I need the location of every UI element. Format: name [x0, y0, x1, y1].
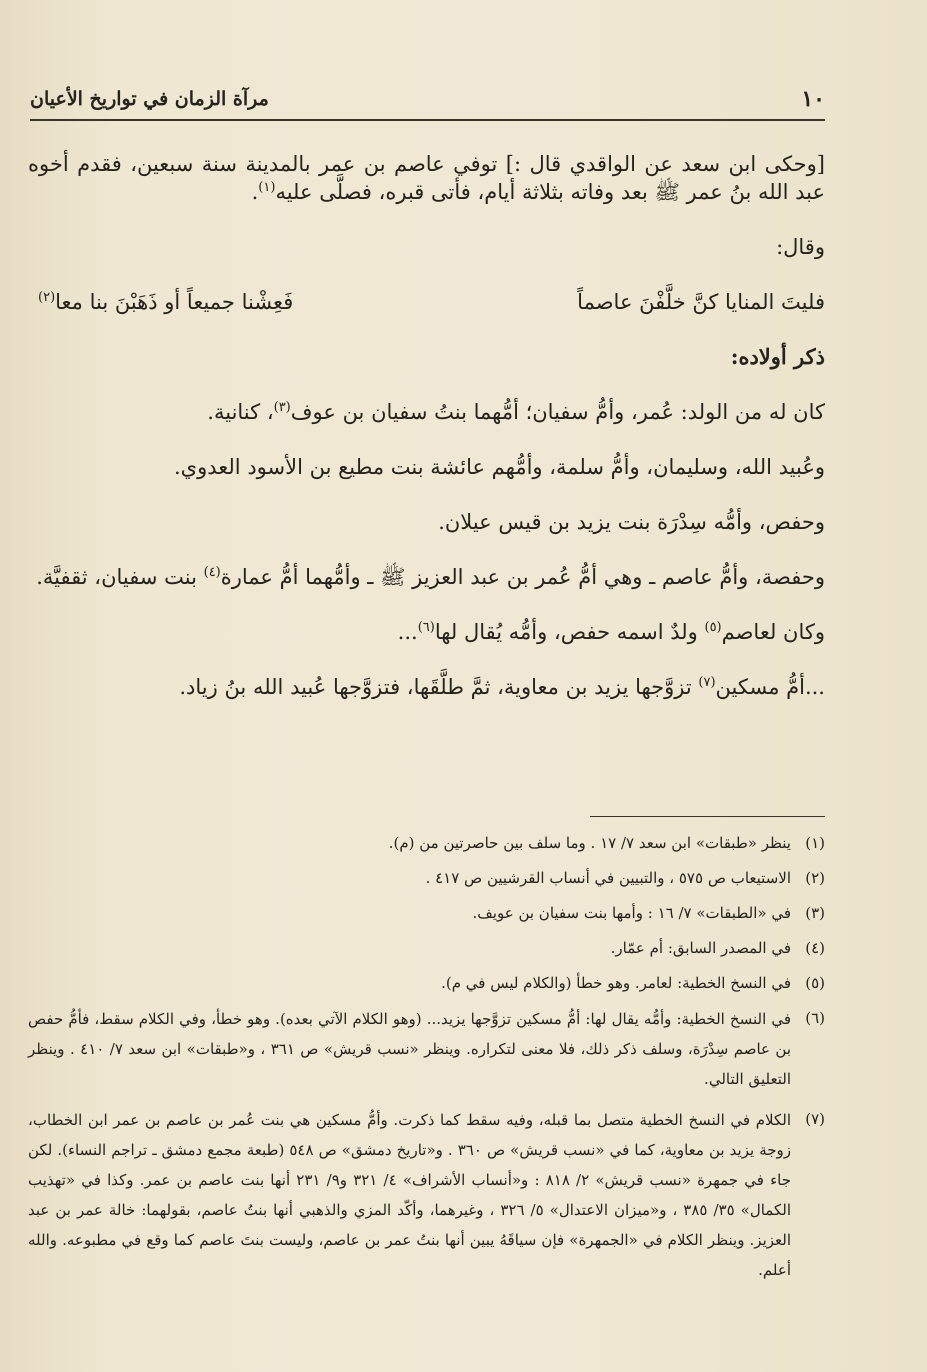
footnote-2 [28, 869, 825, 888]
header-rule [30, 119, 825, 121]
paragraph-3-b: ، كنانية. [207, 400, 274, 424]
footnote-ref-4[interactable]: (٤) [203, 565, 221, 580]
paragraph-6 [28, 563, 825, 591]
verse-second-hemistich-wrap [38, 288, 293, 316]
paragraph-8 [28, 673, 825, 701]
footnote-ref-2[interactable]: (٢) [38, 290, 56, 305]
footnote-5 [28, 974, 825, 993]
footnotes [28, 834, 825, 1301]
paragraph-8-b: تزوَّجها يزيد بن معاوية، ثمَّ طلَّقَها، فتزوَّجها عُبيد الله بنُ زياد. [179, 675, 692, 699]
paragraph-8-a: ...أمُّ مسكين [715, 675, 825, 699]
footnote-text: في «الطبقات» ٧/ ١٦ : وأمها بنت سفيان بن عويف. [472, 904, 791, 922]
footnote-3 [28, 904, 825, 923]
footnote-number: (٢) [805, 869, 825, 887]
running-title: مرآة الزمان في تواريخ الأعيان [30, 88, 269, 110]
footnote-text: ينظر «طبقات» ابن سعد ٧/ ١٧ . وما سلف بين حاصرتين من (م). [388, 834, 791, 852]
paragraph-1-line-2: فقدم أخوه عبد الله بنُ عمر ﷺ بعد وفاته بثلاثة أيام، فأتى قبره، فصلَّى عليه [28, 152, 825, 204]
paragraph-5: وحفص، وأمُّه سِدْرَة بنت يزيد بن قيس عيلان. [438, 510, 825, 534]
footnote-ref-1[interactable]: (١) [258, 180, 276, 195]
paragraph-6-a: وحفصة، وأمُّ عاصم ـ وهي أمُّ عُمر بن عبد العزيز ﷺ ـ وأمُّهما أمُّ عمارة [220, 565, 825, 589]
footnote-separator [590, 816, 825, 817]
footnote-number: (٥) [805, 974, 825, 992]
footnote-number: (٤) [805, 939, 825, 957]
paragraph-3 [28, 398, 825, 426]
footnote-number: (١) [805, 834, 825, 852]
paragraph-2: وقال: [776, 235, 825, 259]
footnote-7 [28, 1110, 825, 1285]
paragraph-7 [28, 618, 825, 646]
footnote-text: في النسخ الخطية: وأمُّه يقال لها: أمُّ مسكين تزوَّجها يزيد... (وهو الكلام الآتي بعده). وهو خطأ، وفي الكلام سقط، فأمُّ حفص بن عاصم سِدْرَة، وسلف ذكر ذلك، فلا معنى لتكراره. وينظر «نسب قريش» ص ٣٦١ ، و«طبقات» ابن سعد ٧/ ٤١٠ . وينظر التعليق التالي. [28, 1010, 792, 1088]
page-number: ١٠ [801, 86, 825, 112]
paragraph-7-a: وكان لعاصم [721, 620, 825, 644]
footnote-6 [28, 1009, 825, 1094]
footnote-text: في النسخ الخطية: لعامر. وهو خطأ (والكلام ليس في م). [441, 974, 791, 992]
section-heading: ذكر أولاده: [730, 344, 825, 369]
paragraph-4: وعُبيد الله، وسليمان، وأمُّ سلمة، وأمُّهم عائشة بنت مطيع بن الأسود العدوي. [174, 455, 825, 479]
footnote-ref-7[interactable]: (٧) [698, 675, 716, 690]
page-header [30, 84, 825, 114]
paragraph-1-tail: . [251, 180, 259, 204]
paragraph-1-line-1: [وحكى ابن سعد عن الواقدي قال :] توفي عاصم بن عمر بالمدينة سنة سبعين، [130, 152, 825, 176]
footnote-4 [28, 939, 825, 958]
footnote-text: في المصدر السابق: أم عمّار. [610, 939, 791, 957]
paragraph-7-c: ... [397, 620, 418, 644]
verse-first-hemistich: فليتَ المنايا كنَّ خلَّفْنَ عاصماً [577, 290, 825, 314]
footnote-text: الكلام في النسخ الخطية متصل بما قبله، وفيه سقط كما ذكرت. وأمُّ مسكين هي بنت عُمر بن عاصم بن عمر ابن الخطاب، زوجة يزيد بن معاوية، كما في «نسب قريش» ص ٣٦٠ . و«تاريخ دمشق» ص ٥٤٨ (طبعة مجمع دمشق ـ تراجم النساء). لكن جاء في جمهرة «نسب قريش» ٢/ ٨١٨ : و«أنساب الأشراف» ٤/ ٣٢١ و٩/ ٢٣١ أنها بنت عاصم بن عمر. وكذا في «تهذيب الكمال» ٣٥/ ٣٨٥ ، و«ميزان الاعتدال» ٥/ ٣٢٦ ، وغيرهما، وأكّد المزي والذهبي أنها بنتُ عاصم، بقولهما: خالة عمر بن عبد العزيز. وينظر الكلام في «الجمهرة» فإن سياقَهُ يبين أنها بنتُ عمر بن عاصم، وليست بنتَ عاصم كما وقع في مطبوعه. والله أعلم. [28, 1111, 792, 1279]
verse-second-hemistich: فَعِشْنا جميعاً أو ذَهَبْنَ بنا معا [55, 290, 294, 314]
footnote-number: (٣) [805, 904, 825, 922]
main-text [28, 150, 825, 728]
footnote-ref-5[interactable]: (٥) [704, 620, 722, 635]
footnote-text: الاستيعاب ص ٥٧٥ ، والتبيين في أنساب القرشيين ص ٤١٧ . [425, 869, 791, 887]
footnote-ref-6[interactable]: (٦) [417, 620, 435, 635]
poem-verse [28, 288, 825, 316]
paragraph-1 [28, 150, 825, 206]
footnote-ref-3[interactable]: (٣) [273, 400, 291, 415]
footnote-number: (٦) [805, 1009, 825, 1027]
paragraph-3-a: كان له من الولد: عُمر، وأمُّ سفيان؛ أمُّهما بنتُ سفيان بن عوف [290, 400, 825, 424]
paragraph-6-b: بنت سفيان، ثقفيَّة. [36, 565, 197, 589]
paragraph-7-b: ولدٌ اسمه حفص، وأمُّه يُقال لها [434, 620, 698, 644]
footnote-1 [28, 834, 825, 853]
footnote-number: (٧) [805, 1110, 825, 1128]
